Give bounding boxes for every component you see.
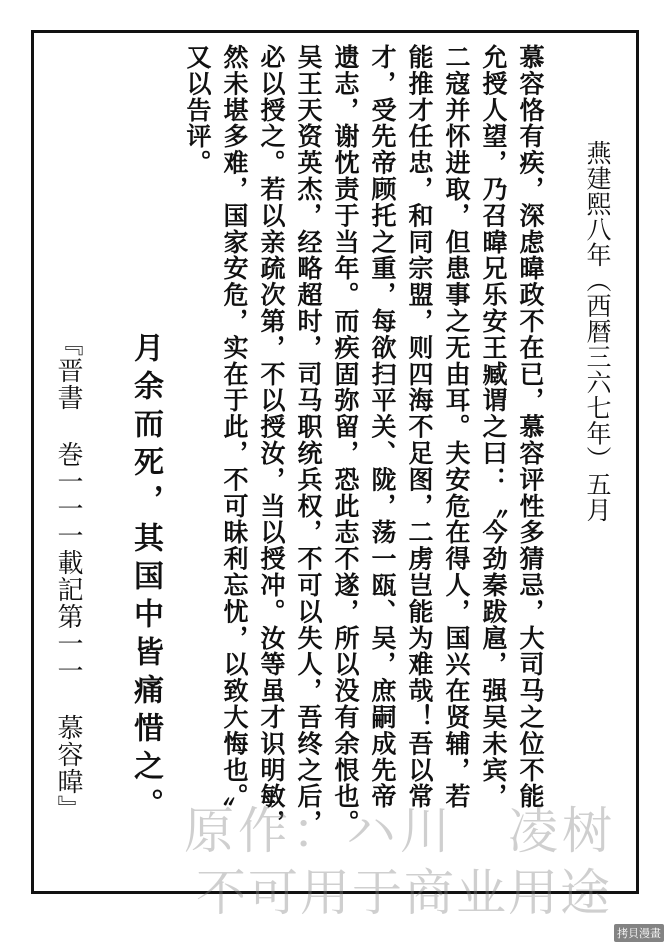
source-volume: 巻一一一載記第一一 <box>53 441 83 684</box>
body-column-2: 允授人望，乃召暐兄乐安王臧谓之曰：〝今劲秦跋扈，强吴未宾， <box>479 44 508 810</box>
body-column-5: 才，受先帝顾托之重，每欲扫平关、陇，荡一瓯、吴，庶嗣成先帝 <box>368 44 397 810</box>
closing-line: 月余而死，其国中皆痛惜之。 <box>128 332 163 826</box>
source-chapter: 慕容暐』 <box>53 714 83 822</box>
date-heading: 燕建熙八年（西暦三六七年）五月 <box>583 140 612 523</box>
watermark-line-1: 原作：ハ川 凌树 <box>184 802 616 860</box>
corner-logo: 拷貝漫畫 <box>614 924 664 942</box>
body-column-6: 遗志，谢忱责于当年。而疾固弥留，恐此志不遂，所以没有余恨也。 <box>331 44 360 836</box>
body-column-1: 慕容恪有疾，深虑暐政不在已，慕容评性多猜忌，大司马之位不能 <box>516 44 545 810</box>
body-column-3: 二寇并怀进取，但患事之无由耳。夫安危在得人，国兴在贤辅，若 <box>442 44 471 810</box>
watermark-line-2: 不可用于商业用途 <box>196 864 612 922</box>
body-column-8: 必以授之。若以亲疏次第，不以授汝，当以授冲。汝等虽才识明敏， <box>257 44 286 836</box>
body-column-9: 然未堪多难，国家安危，实在于此，不可昧利忘忧，以致大悔也。〟 <box>220 44 249 824</box>
body-column-4: 能推才任忠，和同宗盟，则四海不足图，二虏岂能为难哉！吾以常 <box>405 44 434 810</box>
body-column-10: 又以告评。 <box>183 44 212 176</box>
source-citation <box>55 330 81 822</box>
source-book: 『晋書 <box>53 330 83 411</box>
body-column-7: 吴王天资英杰，经略超时，司马职统兵权，不可以失人，吾终之后， <box>294 44 323 836</box>
